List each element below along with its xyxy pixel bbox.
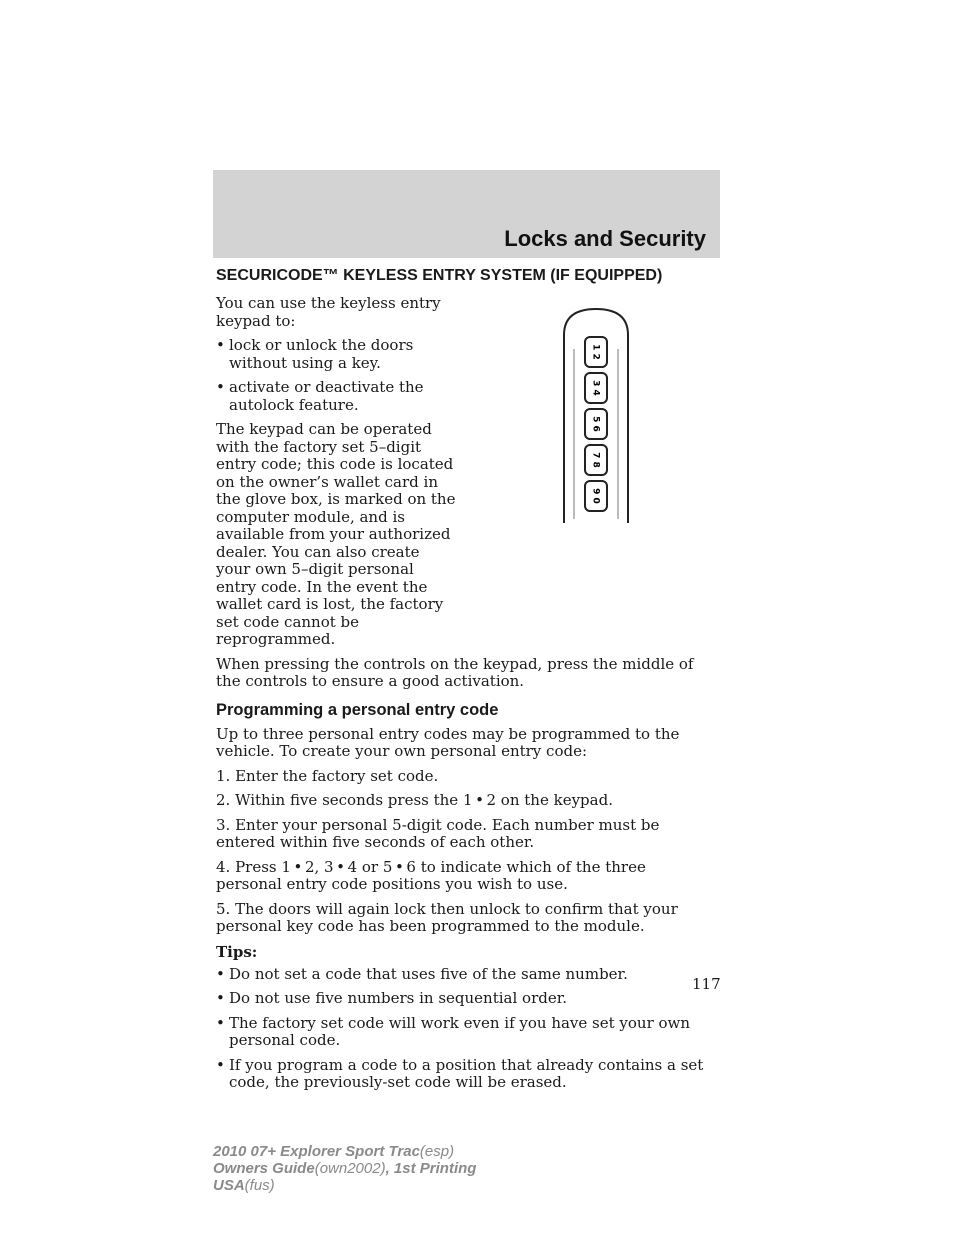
page-content [216,267,716,1099]
section-title: Locks and Security [504,226,706,251]
step-3: 3. Enter your personal 5-digit code. Each number must be entered within five seconds of each other. [216,815,660,851]
section-header-band [213,170,720,258]
tips-label: Tips: [216,942,258,961]
step-1: 1. Enter the factory set code. [216,766,439,785]
list-item: • activate or deactivate the autolock feature. [216,378,424,414]
bullet-icon: • [216,336,225,354]
intro-paragraph: You can use the keyless entry keypad to: [216,294,441,330]
step-2: 2. Within five seconds press the 1 • 2 on the keypad. [216,791,613,809]
list-item: • Do not use five numbers in sequential order. [216,989,568,1007]
bullet-icon: • [216,378,225,396]
svg-text:5 6: 5 6 [590,416,601,432]
bullet-icon: • [394,857,404,876]
step-5: 5. The doors will again lock then unlock to confirm that your personal key code has been programmed to the module. [216,899,678,935]
bullet-icon: • [336,857,345,876]
keypad-key [585,481,607,511]
list-item: • Do not set a code that uses five of the same number. [216,964,628,983]
keypad-paragraph: The keypad can be operated with the factory set 5–digit entry code; this code is located on the owner’s wallet card in the glove box, is marked on the computer module, and is available from your authorized dealer. You can also create your own 5–digit personal entry code. In the event the wallet card is lost, the factory set code cannot be reprogrammed. [216,420,456,648]
programming-intro: Up to three personal entry codes may be programmed to the vehicle. To create your own personal entry code: [216,724,680,760]
press-paragraph: When pressing the controls on the keypad, press the middle of the controls to ensure a good activation. [216,654,694,690]
svg-text:7 8: 7 8 [590,452,601,468]
keypad-key [585,373,607,403]
bullet-icon: • [293,857,303,876]
keypad-key [585,409,607,439]
bullet-icon: • [216,1013,225,1032]
bullet-icon: • [216,1055,225,1074]
keypad-key [585,445,607,475]
list-item: • If you program a code to a position that already contains a set code, the previously-set code will be erased. [216,1055,704,1091]
page-heading: SECURICODE™ KEYLESS ENTRY SYSTEM (IF EQUIPPED) [216,267,663,284]
print-footer: 2010 07+ Explorer Sport Trac(esp) Owners Guide(own2002), 1st Printing USA(fus) [213,1143,477,1194]
bullet-icon: • [216,989,225,1007]
svg-text:1 2: 1 2 [590,344,601,360]
keypad-key [585,337,607,367]
page-number: 117 [692,975,721,993]
keypad-illustration [560,305,632,527]
list-item: • The factory set code will work even if you have set your own personal code. [216,1013,691,1049]
programming-heading: Programming a personal entry code [216,700,499,719]
bullet-icon: • [216,964,225,983]
list-item: • lock or unlock the doors without using a key. [216,336,414,372]
svg-text:9 0: 9 0 [590,488,601,504]
svg-text:3 4: 3 4 [590,380,601,396]
keypad-icon [560,305,632,527]
bullet-icon: • [475,791,484,809]
step-4: 4. Press 1 • 2, 3 • 4 or 5 • 6 to indicate which of the three personal entry code positions you wish to use. [216,857,646,893]
